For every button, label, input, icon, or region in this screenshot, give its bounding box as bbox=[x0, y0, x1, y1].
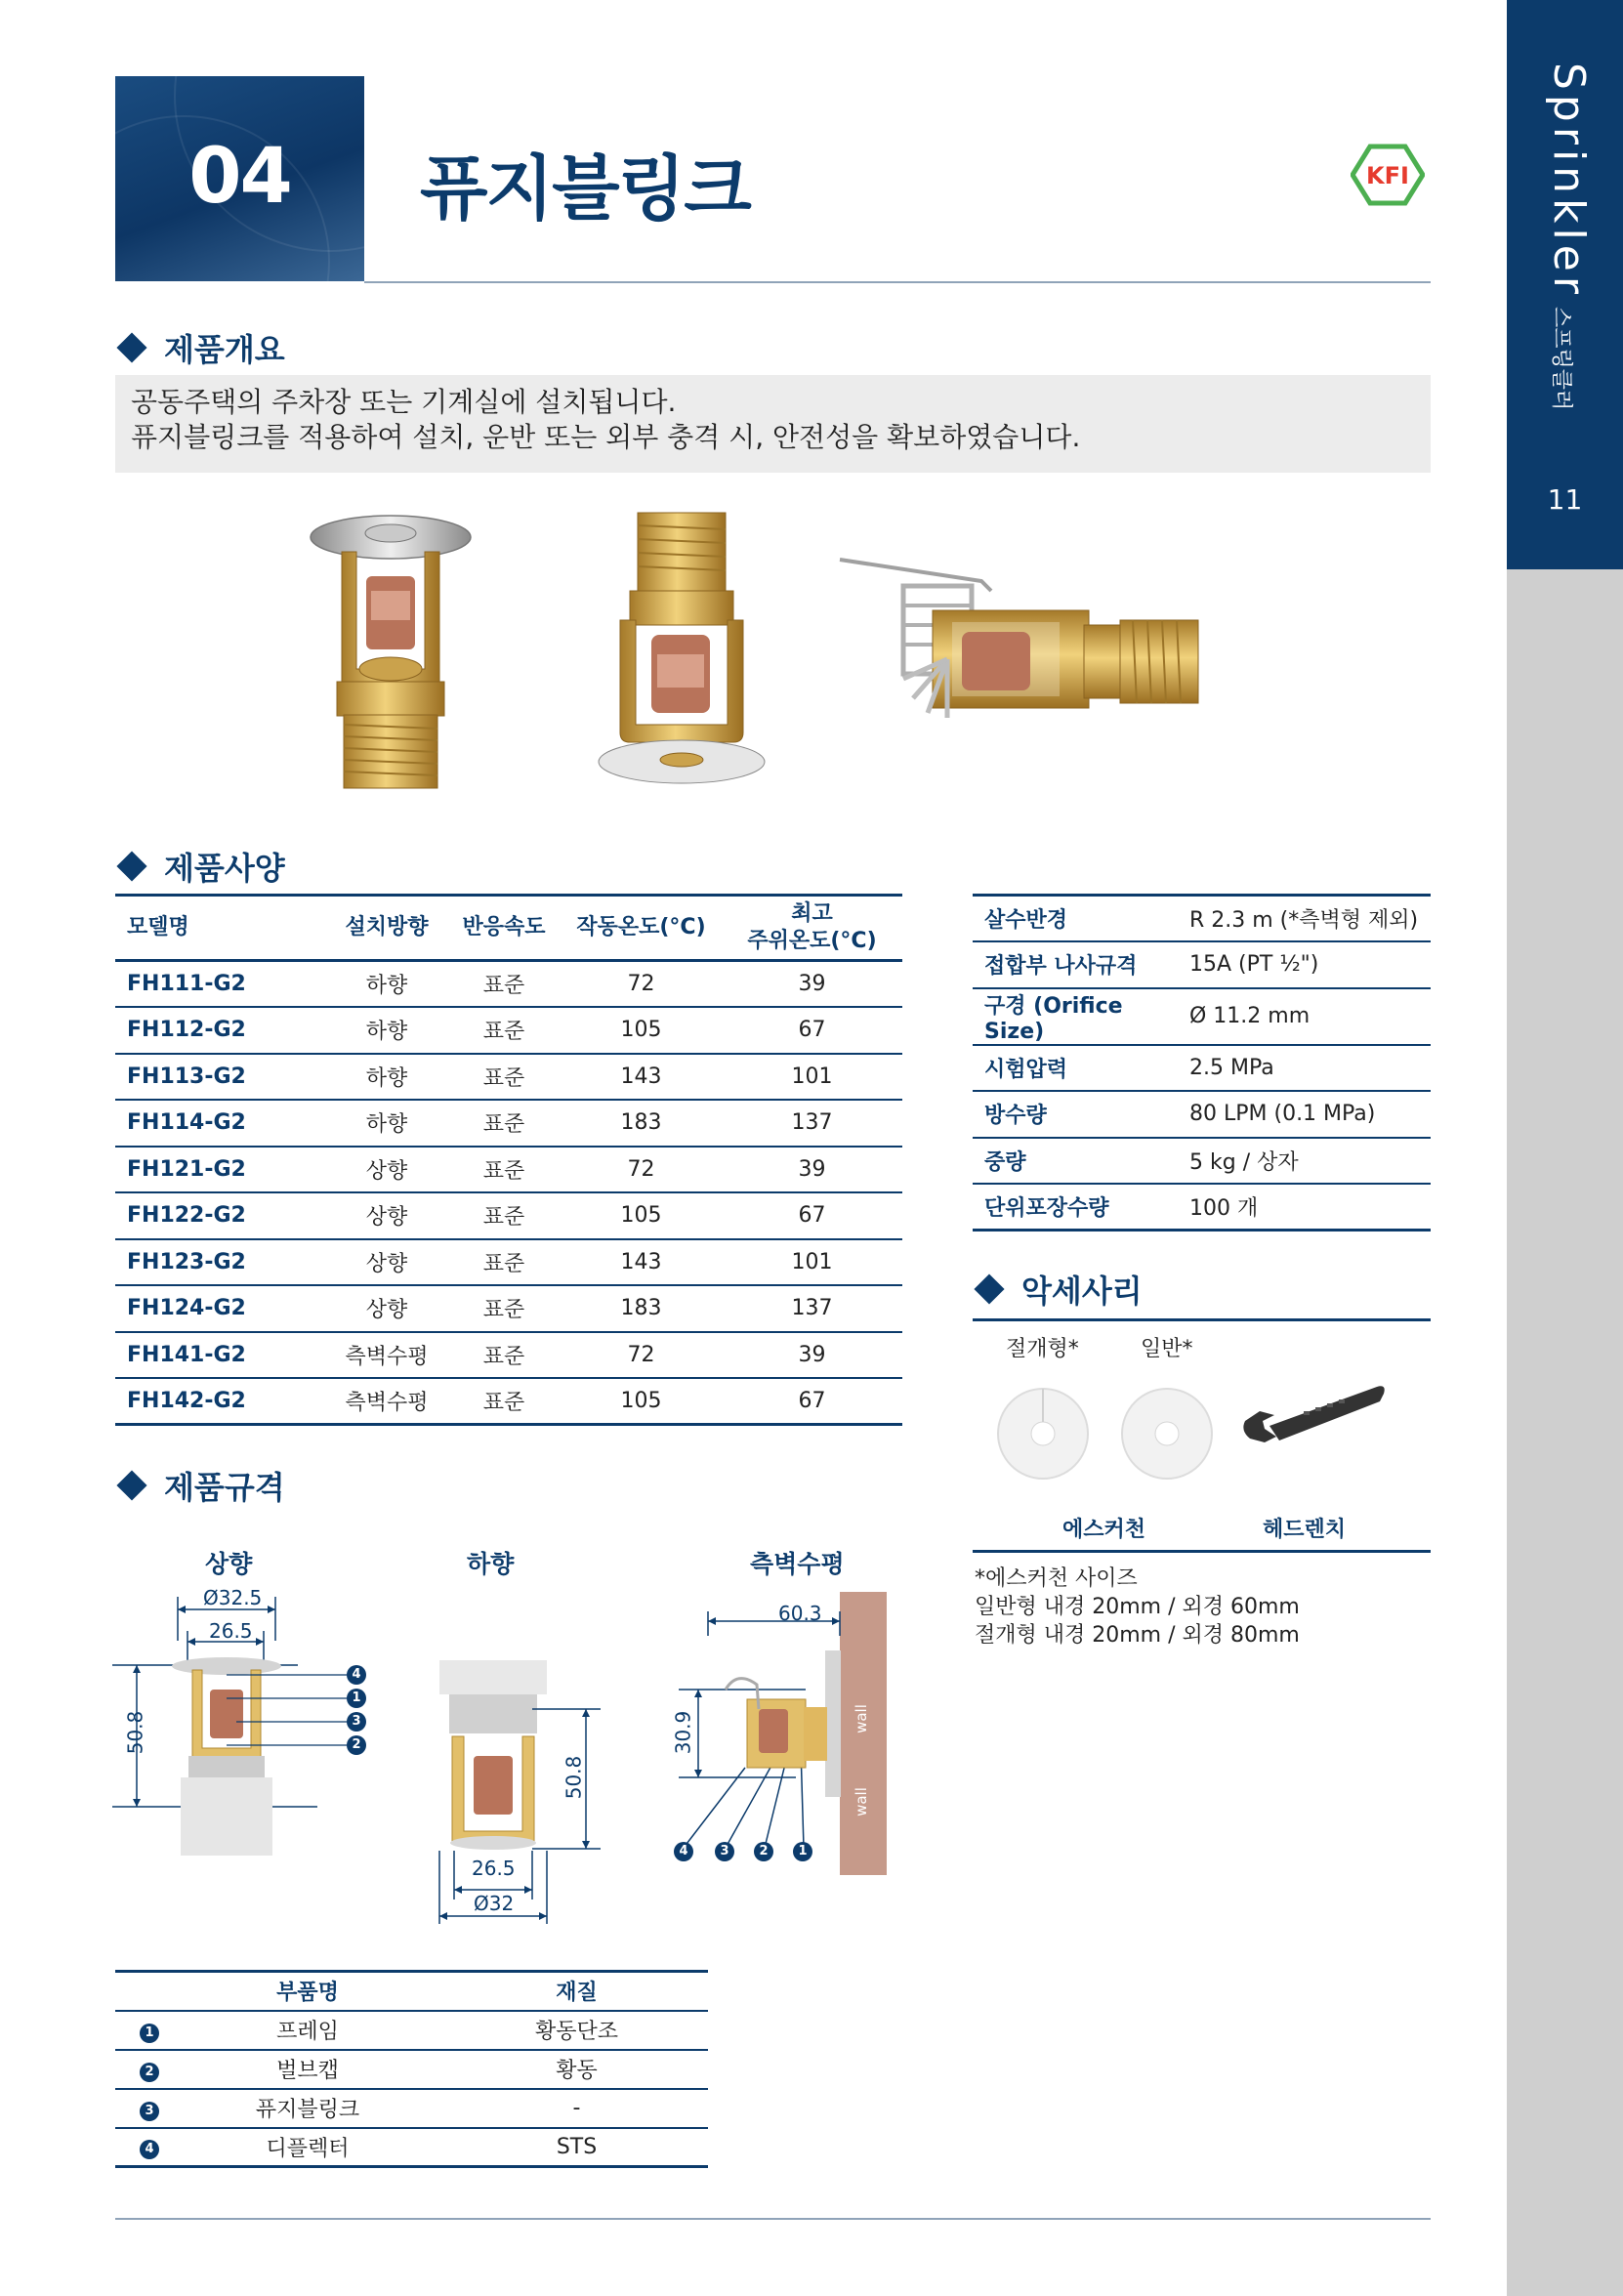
spec-cell-speed: 표준 bbox=[447, 1054, 561, 1101]
property-row bbox=[973, 988, 1431, 1045]
note-line: 절개형 내경 20mm / 외경 80mm bbox=[975, 1623, 1300, 1648]
escutcheon-name: 에스커천 bbox=[1062, 1518, 1146, 1542]
callout-4: 4 bbox=[347, 1665, 366, 1685]
property-row bbox=[973, 896, 1431, 942]
spec-cell-direction: 하향 bbox=[326, 961, 447, 1008]
spec-row bbox=[115, 1147, 902, 1193]
callout-2: 2 bbox=[754, 1842, 773, 1861]
spec-cell-model: FH111-G2 bbox=[115, 961, 326, 1008]
side-tab-en: Sprinkler bbox=[1544, 63, 1594, 299]
spec-cell-model: FH122-G2 bbox=[115, 1192, 326, 1239]
diamond-bullet-icon bbox=[116, 851, 146, 881]
kfi-logo-text: KFI bbox=[1366, 162, 1409, 189]
title-divider bbox=[364, 281, 1431, 283]
spec-cell-model: FH112-G2 bbox=[115, 1007, 326, 1054]
spec-row bbox=[115, 1054, 902, 1101]
spec-row bbox=[115, 1285, 902, 1332]
col-header-part-name: 부품명 bbox=[170, 1972, 445, 2011]
part-number-badge: 2 bbox=[140, 2063, 159, 2082]
property-row bbox=[973, 1091, 1431, 1138]
accessories-top-rule bbox=[973, 1318, 1431, 1321]
part-material: - bbox=[445, 2089, 708, 2128]
part-name: 벌브캡 bbox=[170, 2050, 445, 2089]
col-header-max-temp: 최고 주위온도(°C) bbox=[722, 896, 902, 961]
property-value: Ø 11.2 mm bbox=[1180, 988, 1431, 1045]
part-name: 퓨지블링크 bbox=[170, 2089, 445, 2128]
spec-table-header bbox=[115, 896, 902, 961]
property-value: 100 개 bbox=[1180, 1184, 1431, 1231]
spec-cell-max-temp: 101 bbox=[722, 1239, 902, 1286]
spec-cell-speed: 표준 bbox=[447, 1100, 561, 1147]
part-name: 디플렉터 bbox=[170, 2128, 445, 2167]
spec-cell-max-temp: 39 bbox=[722, 1147, 902, 1193]
escutcheon-normal-label: 일반* bbox=[1141, 1337, 1193, 1361]
col-header-op-temp: 작동온도(°C) bbox=[561, 896, 722, 961]
upright-inner-diameter: 26.5 bbox=[209, 1619, 253, 1643]
spec-cell-speed: 표준 bbox=[447, 1147, 561, 1193]
property-value: R 2.3 m (*측벽형 제외) bbox=[1180, 896, 1431, 942]
diamond-bullet-icon bbox=[974, 1273, 1004, 1304]
spec-row bbox=[115, 961, 902, 1008]
part-row bbox=[115, 2128, 708, 2167]
spec-cell-model: FH142-G2 bbox=[115, 1378, 326, 1425]
properties-table bbox=[973, 894, 1431, 1231]
part-name: 프레임 bbox=[170, 2011, 445, 2050]
upright-height: 50.8 bbox=[123, 1710, 147, 1755]
upright-outer-diameter: Ø32.5 bbox=[203, 1586, 263, 1609]
spec-cell-max-temp: 101 bbox=[722, 1054, 902, 1101]
part-material: 황동 bbox=[445, 2050, 708, 2089]
spec-cell-op-temp: 105 bbox=[561, 1192, 722, 1239]
spec-cell-op-temp: 72 bbox=[561, 961, 722, 1008]
spec-row bbox=[115, 1378, 902, 1425]
callout-1: 1 bbox=[347, 1689, 366, 1708]
spec-cell-direction: 상향 bbox=[326, 1285, 447, 1332]
spec-cell-direction: 상향 bbox=[326, 1239, 447, 1286]
property-value: 80 LPM (0.1 MPa) bbox=[1180, 1091, 1431, 1138]
spec-cell-direction: 하향 bbox=[326, 1100, 447, 1147]
property-key: 살수반경 bbox=[973, 896, 1180, 942]
spec-cell-model: FH113-G2 bbox=[115, 1054, 326, 1101]
part-number-badge: 1 bbox=[140, 2024, 159, 2043]
spec-cell-direction: 측벽수평 bbox=[326, 1378, 447, 1425]
sidewall-height: 30.9 bbox=[671, 1710, 695, 1755]
property-row bbox=[973, 1184, 1431, 1231]
side-gray-strip bbox=[1507, 569, 1623, 2296]
col-header-model: 모델명 bbox=[115, 896, 326, 961]
spec-cell-max-temp: 67 bbox=[722, 1007, 902, 1054]
specs-heading: 제품사양 bbox=[115, 844, 285, 889]
callout-4: 4 bbox=[674, 1842, 693, 1861]
spec-cell-direction: 상향 bbox=[326, 1192, 447, 1239]
note-line: 일반형 내경 20mm / 외경 60mm bbox=[975, 1595, 1300, 1619]
spec-cell-speed: 표준 bbox=[447, 961, 561, 1008]
spec-row bbox=[115, 1007, 902, 1054]
spec-cell-speed: 표준 bbox=[447, 1332, 561, 1379]
head-wrench-icon bbox=[1235, 1372, 1392, 1460]
property-key: 시험압력 bbox=[973, 1045, 1180, 1092]
property-row bbox=[973, 1045, 1431, 1092]
chapter-number-box bbox=[115, 76, 364, 281]
escutcheon-cut-icon bbox=[994, 1385, 1092, 1482]
property-key: 접합부 나사규격 bbox=[973, 941, 1180, 988]
col-header-direction: 설치방향 bbox=[326, 896, 447, 961]
spec-cell-speed: 표준 bbox=[447, 1192, 561, 1239]
diamond-bullet-icon bbox=[116, 332, 146, 362]
spec-row bbox=[115, 1332, 902, 1379]
col-header-speed: 반응속도 bbox=[447, 896, 561, 961]
spec-cell-model: FH123-G2 bbox=[115, 1239, 326, 1286]
part-material: STS bbox=[445, 2128, 708, 2167]
pendent-view-title: 하향 bbox=[467, 1550, 515, 1578]
property-row bbox=[973, 1138, 1431, 1185]
pendent-inner-diameter: 26.5 bbox=[472, 1857, 516, 1880]
spec-cell-max-temp: 39 bbox=[722, 1332, 902, 1379]
overview-heading: 제품개요 bbox=[115, 325, 285, 370]
escutcheon-size-note bbox=[975, 1565, 1300, 1649]
callout-3: 3 bbox=[715, 1842, 734, 1861]
spec-cell-direction: 상향 bbox=[326, 1147, 447, 1193]
spec-cell-op-temp: 72 bbox=[561, 1332, 722, 1379]
spec-cell-speed: 표준 bbox=[447, 1378, 561, 1425]
spec-cell-max-temp: 137 bbox=[722, 1285, 902, 1332]
note-line: *에스커천 사이즈 bbox=[975, 1566, 1138, 1591]
spec-cell-op-temp: 183 bbox=[561, 1100, 722, 1147]
callout-2: 2 bbox=[347, 1735, 366, 1755]
property-row bbox=[973, 941, 1431, 988]
part-number-badge: 3 bbox=[140, 2102, 159, 2121]
page-number: 11 bbox=[1547, 483, 1583, 516]
part-number-badge: 4 bbox=[140, 2140, 159, 2159]
spec-cell-speed: 표준 bbox=[447, 1239, 561, 1286]
part-row bbox=[115, 2050, 708, 2089]
page-title: 퓨지블링크 bbox=[420, 147, 750, 230]
wall-label-lower: wall bbox=[853, 1787, 870, 1816]
pendent-outer-diameter: Ø32 bbox=[474, 1892, 515, 1915]
kfi-logo bbox=[1351, 143, 1425, 207]
overview-line: 공동주택의 주차장 또는 기계실에 설치됩니다. bbox=[131, 386, 677, 418]
accessories-heading: 악세사리 bbox=[973, 1267, 1143, 1312]
spec-cell-model: FH141-G2 bbox=[115, 1332, 326, 1379]
escutcheon-normal-icon bbox=[1118, 1385, 1216, 1482]
spec-cell-model: FH121-G2 bbox=[115, 1147, 326, 1193]
spec-cell-op-temp: 143 bbox=[561, 1054, 722, 1101]
spec-cell-model: FH114-G2 bbox=[115, 1100, 326, 1147]
spec-cell-op-temp: 105 bbox=[561, 1378, 722, 1425]
spec-cell-op-temp: 143 bbox=[561, 1239, 722, 1286]
chapter-number: 04 bbox=[188, 133, 291, 221]
wall-label-upper: wall bbox=[853, 1704, 870, 1733]
spec-cell-direction: 하향 bbox=[326, 1054, 447, 1101]
dimensions-heading: 제품규격 bbox=[115, 1463, 285, 1508]
overview-box bbox=[115, 375, 1431, 473]
accessories-bottom-rule bbox=[973, 1550, 1431, 1553]
spec-cell-op-temp: 105 bbox=[561, 1007, 722, 1054]
callout-1: 1 bbox=[793, 1842, 812, 1861]
spec-table bbox=[115, 894, 902, 1426]
spec-cell-max-temp: 67 bbox=[722, 1192, 902, 1239]
upright-sprinkler-photo bbox=[303, 498, 479, 801]
spec-cell-max-temp: 137 bbox=[722, 1100, 902, 1147]
property-key: 중량 bbox=[973, 1138, 1180, 1185]
parts-table bbox=[115, 1970, 708, 2168]
pendent-sprinkler-photo bbox=[591, 508, 771, 806]
spec-cell-op-temp: 183 bbox=[561, 1285, 722, 1332]
overview-line: 퓨지블링크를 적용하여 설치, 운반 또는 외부 충격 시, 안전성을 확보하였습니다. bbox=[131, 421, 1081, 453]
wrench-name: 헤드렌치 bbox=[1263, 1518, 1347, 1542]
property-value: 15A (PT ½") bbox=[1180, 941, 1431, 988]
spec-cell-max-temp: 67 bbox=[722, 1378, 902, 1425]
spec-cell-model: FH124-G2 bbox=[115, 1285, 326, 1332]
pendent-height: 50.8 bbox=[562, 1755, 586, 1800]
callout-3: 3 bbox=[347, 1712, 366, 1732]
sidewall-width: 60.3 bbox=[778, 1602, 822, 1625]
escutcheon-cut-label: 절개형* bbox=[1006, 1337, 1079, 1361]
spec-row bbox=[115, 1192, 902, 1239]
sidewall-view-title: 측벽수평 bbox=[750, 1550, 845, 1578]
footer-divider bbox=[115, 2218, 1431, 2220]
sidewall-sprinkler-photo bbox=[835, 552, 1206, 747]
property-key: 구경 (Orifice Size) bbox=[973, 988, 1180, 1045]
part-row bbox=[115, 2011, 708, 2050]
spec-cell-max-temp: 39 bbox=[722, 961, 902, 1008]
side-tab-label bbox=[1525, 63, 1603, 453]
part-row bbox=[115, 2089, 708, 2128]
spec-cell-direction: 하향 bbox=[326, 1007, 447, 1054]
spec-cell-speed: 표준 bbox=[447, 1007, 561, 1054]
property-value: 5 kg / 상자 bbox=[1180, 1138, 1431, 1185]
property-key: 방수량 bbox=[973, 1091, 1180, 1138]
parts-table-header bbox=[115, 1972, 708, 2011]
upright-view-title: 상향 bbox=[205, 1550, 253, 1578]
spec-cell-speed: 표준 bbox=[447, 1285, 561, 1332]
side-tab-ko: 스프링클러 bbox=[1549, 306, 1573, 411]
diamond-bullet-icon bbox=[116, 1470, 146, 1500]
property-value: 2.5 MPa bbox=[1180, 1045, 1431, 1092]
spec-row bbox=[115, 1239, 902, 1286]
spec-row bbox=[115, 1100, 902, 1147]
col-header-material: 재질 bbox=[445, 1972, 708, 2011]
property-key: 단위포장수량 bbox=[973, 1184, 1180, 1231]
spec-cell-op-temp: 72 bbox=[561, 1147, 722, 1193]
spec-cell-direction: 측벽수평 bbox=[326, 1332, 447, 1379]
part-material: 황동단조 bbox=[445, 2011, 708, 2050]
